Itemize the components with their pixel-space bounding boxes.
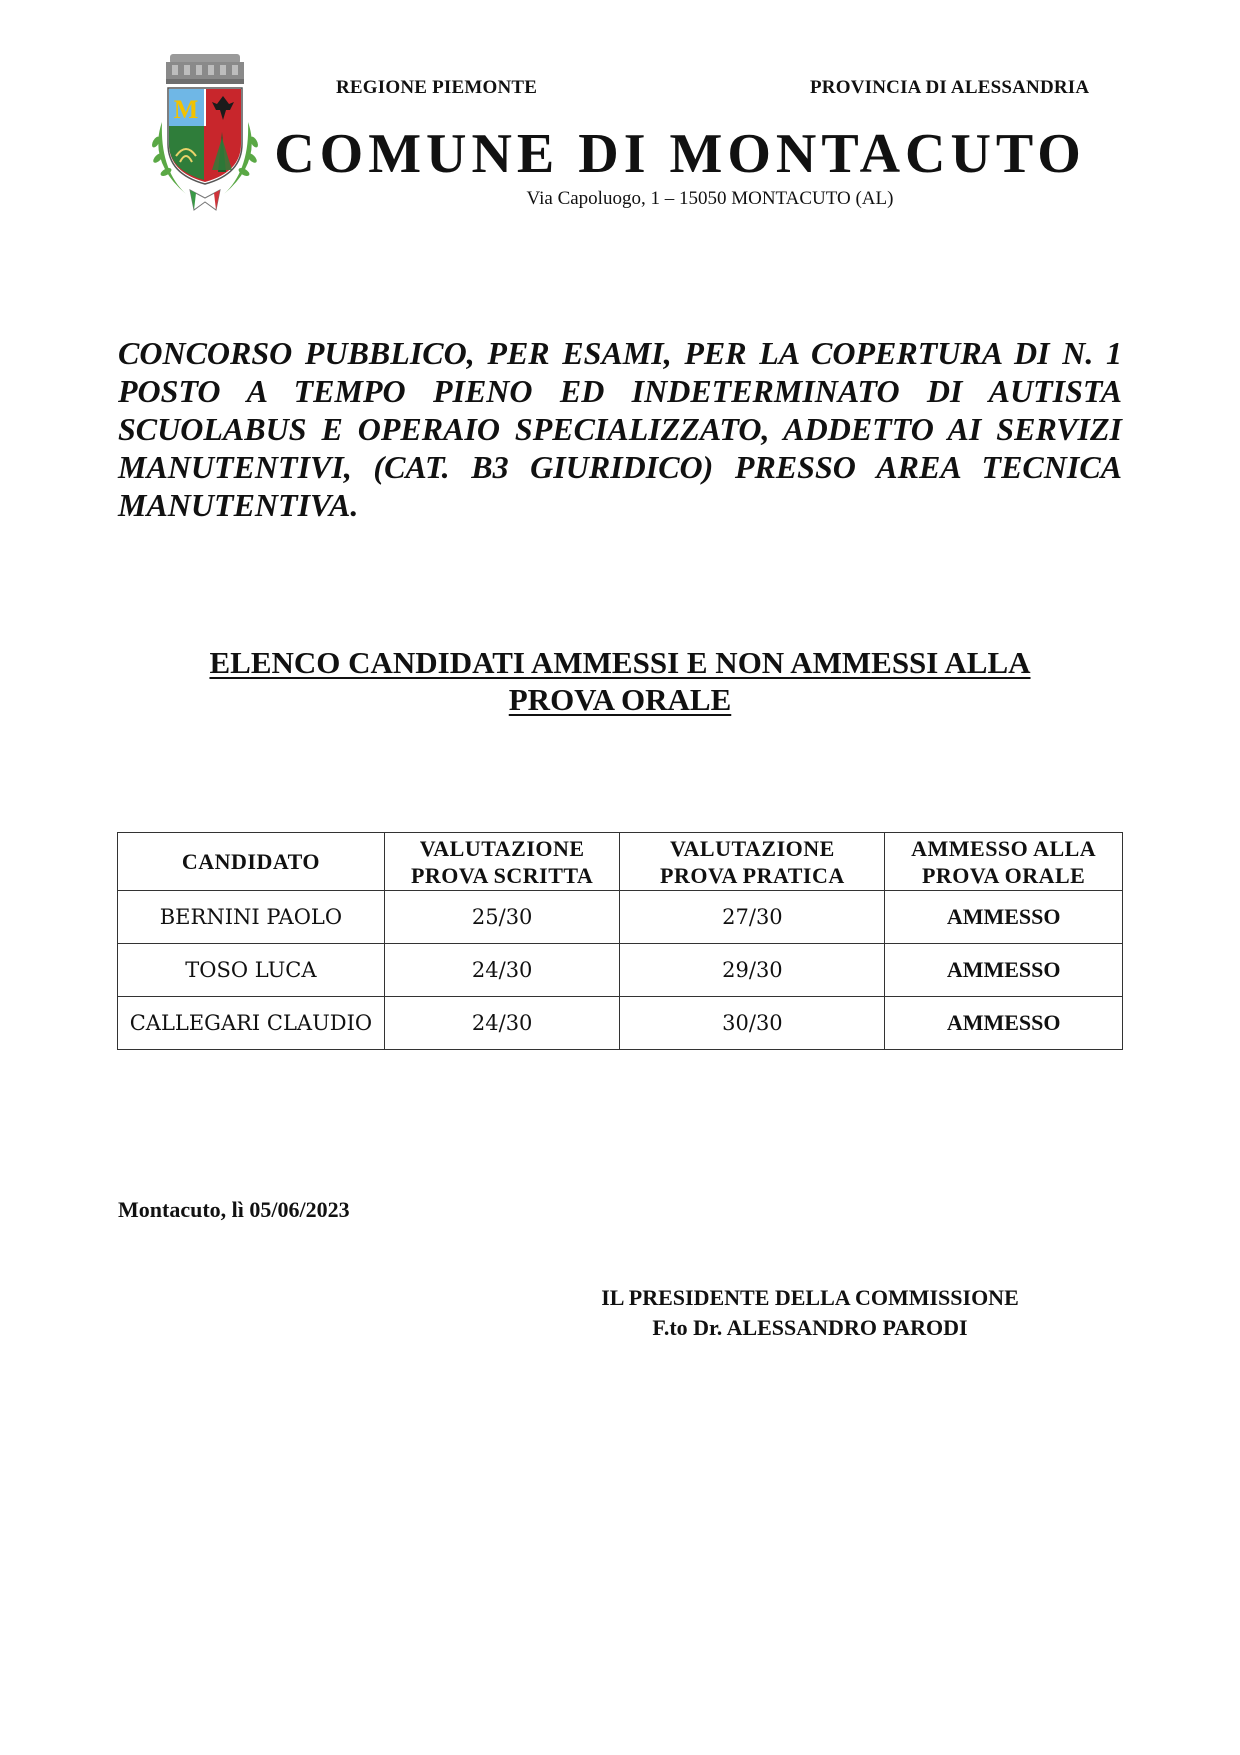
practical-score: 29/30 bbox=[620, 944, 885, 997]
table-row bbox=[118, 891, 1123, 944]
table-row bbox=[118, 944, 1123, 997]
admission-status: AMMESSO bbox=[885, 997, 1123, 1050]
admission-status: AMMESSO bbox=[885, 891, 1123, 944]
municipality-title: COMUNE DI MONTACUTO bbox=[274, 123, 1086, 185]
signatory-name: F.to Dr. ALESSANDRO PARODI bbox=[652, 1315, 968, 1340]
shield-icon bbox=[168, 88, 242, 184]
admission-status: AMMESSO bbox=[885, 944, 1123, 997]
province-label: PROVINCIA DI ALESSANDRIA bbox=[810, 77, 1090, 98]
list-title-line-1: ELENCO CANDIDATI AMMESSI E NON AMMESSI ALLA bbox=[209, 645, 1031, 680]
practical-score: 27/30 bbox=[620, 891, 885, 944]
written-score: 24/30 bbox=[384, 997, 620, 1050]
header-written-line-1: VALUTAZIONE bbox=[419, 835, 585, 861]
competition-subject: CONCORSO PUBBLICO, PER ESAMI, PER LA COPERTURA DI N. 1 POSTO A TEMPO PIENO ED INDETERMINATO DI AUTISTA SCUOLABUS E OPERAIO SPECIALIZZATO, ADDETTO AI SERVIZI MANUTENTIVI, (CAT. B3 GIURIDICO) PRESSO AREA TECNICA MANUTENTIVA. bbox=[118, 335, 1122, 523]
list-title-line-2: PROVA ORALE bbox=[508, 682, 732, 717]
header-practical-exam bbox=[620, 833, 885, 891]
candidate-name: BERNINI PAOLO bbox=[118, 891, 385, 944]
signature-block bbox=[560, 1283, 1060, 1343]
header-written-exam bbox=[384, 833, 620, 891]
header-practical-line-1: VALUTAZIONE bbox=[669, 835, 835, 861]
crown-icon bbox=[166, 54, 244, 84]
header-admitted-line-2: PROVA ORALE bbox=[921, 862, 1086, 888]
table-header-row bbox=[118, 833, 1123, 891]
header-admitted-line-1: AMMESSO ALLA bbox=[911, 835, 1097, 861]
municipality-address: Via Capoluogo, 1 – 15050 MONTACUTO (AL) bbox=[526, 188, 894, 209]
svg-text:M: M bbox=[173, 95, 199, 124]
candidate-name: TOSO LUCA bbox=[118, 944, 385, 997]
results-table bbox=[117, 832, 1123, 1050]
list-title bbox=[118, 644, 1122, 718]
written-score: 24/30 bbox=[384, 944, 620, 997]
header-admitted-oral bbox=[885, 833, 1123, 891]
practical-score: 30/30 bbox=[620, 997, 885, 1050]
header-practical-line-2: PROVA PRATICA bbox=[660, 862, 845, 888]
header-written-line-2: PROVA SCRITTA bbox=[410, 862, 594, 888]
written-score: 25/30 bbox=[384, 891, 620, 944]
region-label: REGIONE PIEMONTE bbox=[336, 77, 538, 98]
tricolor-ribbon-icon bbox=[190, 190, 220, 210]
place-and-date: Montacuto, lì 05/06/2023 bbox=[118, 1197, 350, 1222]
candidate-name: CALLEGARI CLAUDIO bbox=[118, 997, 385, 1050]
signatory-role: IL PRESIDENTE DELLA COMMISSIONE bbox=[601, 1285, 1019, 1310]
header-candidate: CANDIDATO bbox=[118, 833, 385, 891]
municipal-crest-logo bbox=[146, 52, 264, 216]
table-row bbox=[118, 997, 1123, 1050]
